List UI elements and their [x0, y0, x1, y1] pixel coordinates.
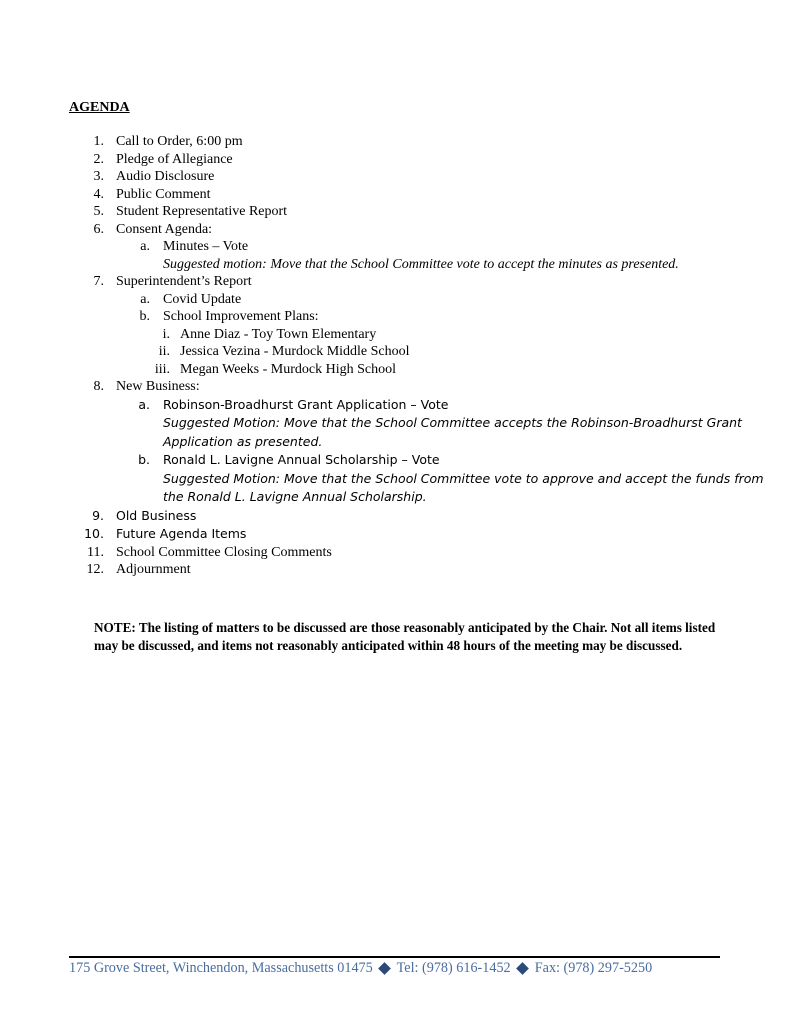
- list-item: 3. Audio Disclosure: [93, 169, 215, 184]
- list-item: 6. Consent Agenda:: [93, 221, 213, 237]
- list-item: 1. Call to Order, 6:00 pm: [93, 134, 243, 149]
- footer-contact: [69, 960, 652, 977]
- list-item: 10. Future Agenda Items: [84, 526, 247, 541]
- footer-tel: Tel: (978) 616-1452: [396, 960, 511, 976]
- sub-list-item: b. School Improvement Plans:: [139, 309, 319, 324]
- agenda-list: [0, 133, 791, 579]
- sub-list-item: a. Covid Update: [140, 291, 242, 307]
- suggested-motion: Suggested Motion: Move that the School Committee vote to approve and accept the funds from: [163, 470, 764, 486]
- sub-list-item: b. Ronald L. Lavigne Annual Scholarship – Vote: [138, 452, 440, 467]
- list-item: 12. Adjournment: [86, 562, 191, 577]
- diamond-icon: [378, 962, 391, 975]
- footer-address: 175 Grove Street, Winchendon, Massachusetts 01475: [69, 960, 373, 976]
- list-item: 5. Student Representative Report: [93, 204, 288, 219]
- list-item: 4. Public Comment: [93, 186, 211, 202]
- suggested-motion: Application as presented.: [163, 433, 323, 449]
- suggested-motion: the Ronald L. Lavigne Annual Scholarship.: [163, 489, 427, 504]
- agenda-note: NOTE: The listing of matters to be discussed are those reasonably anticipated by the Chair. Not all items listed may be discussed, and items not reasonably anticipated within 48 hours of the meeting may be discussed.: [94, 620, 716, 653]
- agenda-heading: AGENDA: [69, 100, 130, 115]
- footer-fax: Fax: (978) 297-5250: [534, 960, 653, 976]
- sub-sub-list-item: i. Anne Diaz - Toy Town Elementary: [162, 326, 377, 342]
- list-item: 7. Superintendent’s Report: [93, 274, 252, 289]
- sub-list-item: a. Minutes – Vote: [140, 239, 249, 254]
- sub-list-item: a. Robinson-Broadhurst Grant Application – Vote: [138, 396, 449, 412]
- list-item: 8. New Business:: [93, 379, 200, 394]
- suggested-motion: Suggested motion: Move that the School Committee vote to accept the minutes as presented.: [163, 256, 679, 272]
- sub-sub-list-item: ii. Jessica Vezina - Murdock Middle School: [158, 344, 410, 359]
- sub-sub-list-item: iii. Megan Weeks - Murdock High School: [154, 361, 396, 377]
- suggested-motion: Suggested Motion: Move that the School Committee accepts the Robinson-Broadhurst Grant: [163, 415, 742, 430]
- list-item: 11. School Committee Closing Comments: [87, 544, 332, 560]
- diamond-icon: [516, 962, 529, 975]
- list-item: 9. Old Business: [92, 507, 197, 523]
- list-item: 2. Pledge of Allegiance: [93, 151, 233, 167]
- footer-divider: [69, 956, 720, 958]
